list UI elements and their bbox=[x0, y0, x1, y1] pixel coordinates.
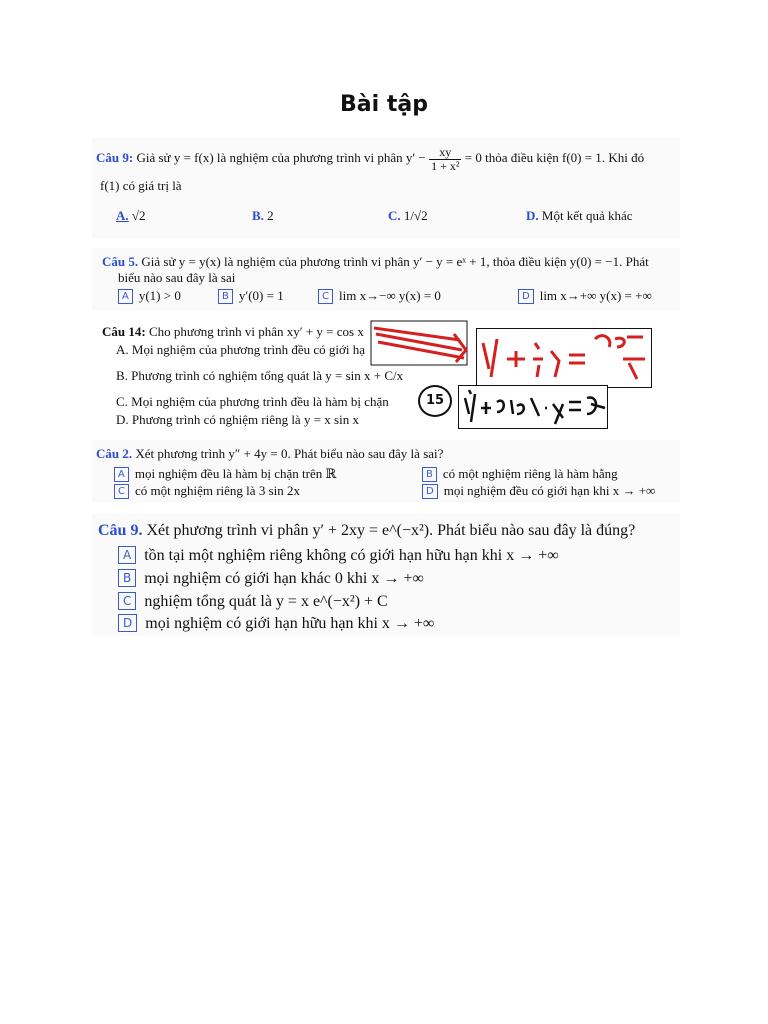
option-b: B. Phương trình có nghiệm tổng quát là y = sin x + C/x bbox=[116, 368, 404, 383]
option-text: tồn tại một nghiệm riêng không có giới hạn hữu hạn khi x → +∞ bbox=[144, 547, 559, 564]
question-text: Xét phương trình vi phân y′ + 2xy = e^(−x²). Phát biểu nào sau đây là đúng? bbox=[146, 522, 636, 539]
option-a: A. Mọi nghiệm của phương trình đều có giới hạ bbox=[116, 342, 365, 357]
option-key: B bbox=[118, 569, 136, 587]
question-label: Câu 14: bbox=[102, 324, 146, 339]
option-text: lim x→−∞ y(x) = 0 bbox=[338, 288, 441, 303]
option-c bbox=[388, 208, 428, 224]
option-c bbox=[318, 288, 441, 304]
equation-fraction bbox=[429, 146, 461, 172]
question-cau-5 bbox=[92, 248, 680, 310]
option-c: C. Mọi nghiệm của phương trình đều là hàm bị chặn bbox=[116, 394, 389, 409]
option-text: Một kết quả khác bbox=[541, 208, 633, 223]
option-a bbox=[118, 546, 559, 565]
option-text: mọi nghiệm đều là hàm bị chặn trên ℝ bbox=[134, 466, 337, 481]
option-text: mọi nghiệm đều có giới hạn khi x → +∞ bbox=[443, 483, 656, 498]
option-text: mọi nghiệm có giới hạn hữu hạn khi x → +∞ bbox=[145, 615, 435, 632]
option-d bbox=[422, 483, 655, 499]
handwritten-equation-2 bbox=[459, 386, 607, 428]
option-a bbox=[118, 288, 181, 304]
question-cau-9-second bbox=[92, 514, 680, 636]
question-text: Xét phương trình y″ + 4y = 0. Phát biểu nào sau đây là sai? bbox=[135, 446, 444, 461]
option-text: y′(0) = 1 bbox=[238, 288, 284, 303]
option-c bbox=[114, 483, 300, 499]
option-key: A bbox=[118, 546, 136, 564]
question-text-line2: f(1) có giá trị là bbox=[100, 178, 182, 193]
question-label: Câu 5. bbox=[102, 254, 139, 269]
page-title: Bài tập bbox=[340, 92, 428, 117]
option-d: D. Phương trình có nghiệm riêng là y = x sin x bbox=[116, 412, 359, 427]
question-text-2: thỏa điều kiện bbox=[485, 150, 559, 166]
option-text: có một nghiệm riêng là hàm hằng bbox=[442, 466, 618, 481]
option-b bbox=[422, 466, 618, 482]
option-key: A bbox=[118, 289, 133, 304]
question-cau-9-first bbox=[92, 138, 680, 238]
option-key: C bbox=[118, 592, 136, 610]
question-cau-2 bbox=[92, 440, 680, 502]
handwriting-scribble bbox=[370, 320, 468, 366]
equation-rhs: = 0 bbox=[464, 150, 482, 166]
option-key: A bbox=[114, 467, 129, 482]
option-b bbox=[118, 569, 424, 588]
equation-lhs: y′ − bbox=[405, 150, 426, 166]
option-d bbox=[118, 614, 434, 633]
question-text: Cho phương trình vi phân xy′ + y = cos x bbox=[148, 324, 364, 339]
option-text: nghiệm tổng quát là y = x e^(−x²) + C bbox=[144, 593, 388, 610]
option-key: B bbox=[218, 289, 233, 304]
initial-condition: f(0) = 1 bbox=[561, 150, 602, 166]
option-d bbox=[526, 208, 633, 224]
option-c bbox=[118, 592, 388, 611]
question-text: Giả sử y = f(x) là nghiệm của phương trình vi phân bbox=[136, 150, 403, 166]
option-text: √2 bbox=[131, 208, 146, 223]
option-key: C bbox=[318, 289, 333, 304]
handwriting-circled-number: 15 bbox=[418, 385, 452, 417]
question-label: Câu 9: bbox=[96, 150, 134, 166]
option-key: A. bbox=[116, 208, 129, 223]
option-text: lim x→+∞ y(x) = +∞ bbox=[539, 288, 652, 303]
option-text: 2 bbox=[267, 208, 274, 223]
question-text-3: . Khi đó bbox=[601, 150, 645, 166]
handwritten-equation-1-text bbox=[477, 329, 489, 330]
handwritten-equation-2-text bbox=[459, 386, 470, 387]
question-text: Giả sử y = y(x) là nghiệm của phương trình vi phân y′ − y = eˣ + 1, thỏa điều kiện y(0) = −1. Phát bbox=[141, 254, 649, 269]
handwriting-note-1 bbox=[476, 328, 652, 388]
option-key: C bbox=[114, 484, 129, 499]
question-label: Câu 2. bbox=[96, 446, 133, 461]
question-text-line2: biểu nào sau đây là sai bbox=[118, 270, 236, 285]
option-key: D. bbox=[526, 208, 539, 223]
fraction-numerator: xy bbox=[439, 145, 452, 159]
option-d bbox=[518, 288, 652, 304]
option-key: D bbox=[422, 484, 438, 499]
option-key: D bbox=[518, 289, 534, 304]
option-text: có một nghiệm riêng là 3 sin 2x bbox=[134, 483, 300, 498]
option-b bbox=[218, 288, 284, 304]
option-key: C. bbox=[388, 208, 401, 223]
option-key: B bbox=[422, 467, 437, 482]
option-key: B. bbox=[252, 208, 264, 223]
option-key: D bbox=[118, 614, 137, 632]
question-label: Câu 9. bbox=[98, 522, 143, 539]
option-text: 1/√2 bbox=[403, 208, 428, 223]
handwritten-equation-1 bbox=[477, 329, 651, 387]
option-a bbox=[116, 208, 146, 224]
option-a bbox=[114, 466, 336, 482]
option-text: y(1) > 0 bbox=[138, 288, 181, 303]
option-b bbox=[252, 208, 274, 224]
option-text: mọi nghiệm có giới hạn khác 0 khi x → +∞ bbox=[144, 570, 424, 587]
fraction-denominator: 1 + x² bbox=[431, 158, 460, 173]
handwriting-note-2 bbox=[458, 385, 608, 429]
